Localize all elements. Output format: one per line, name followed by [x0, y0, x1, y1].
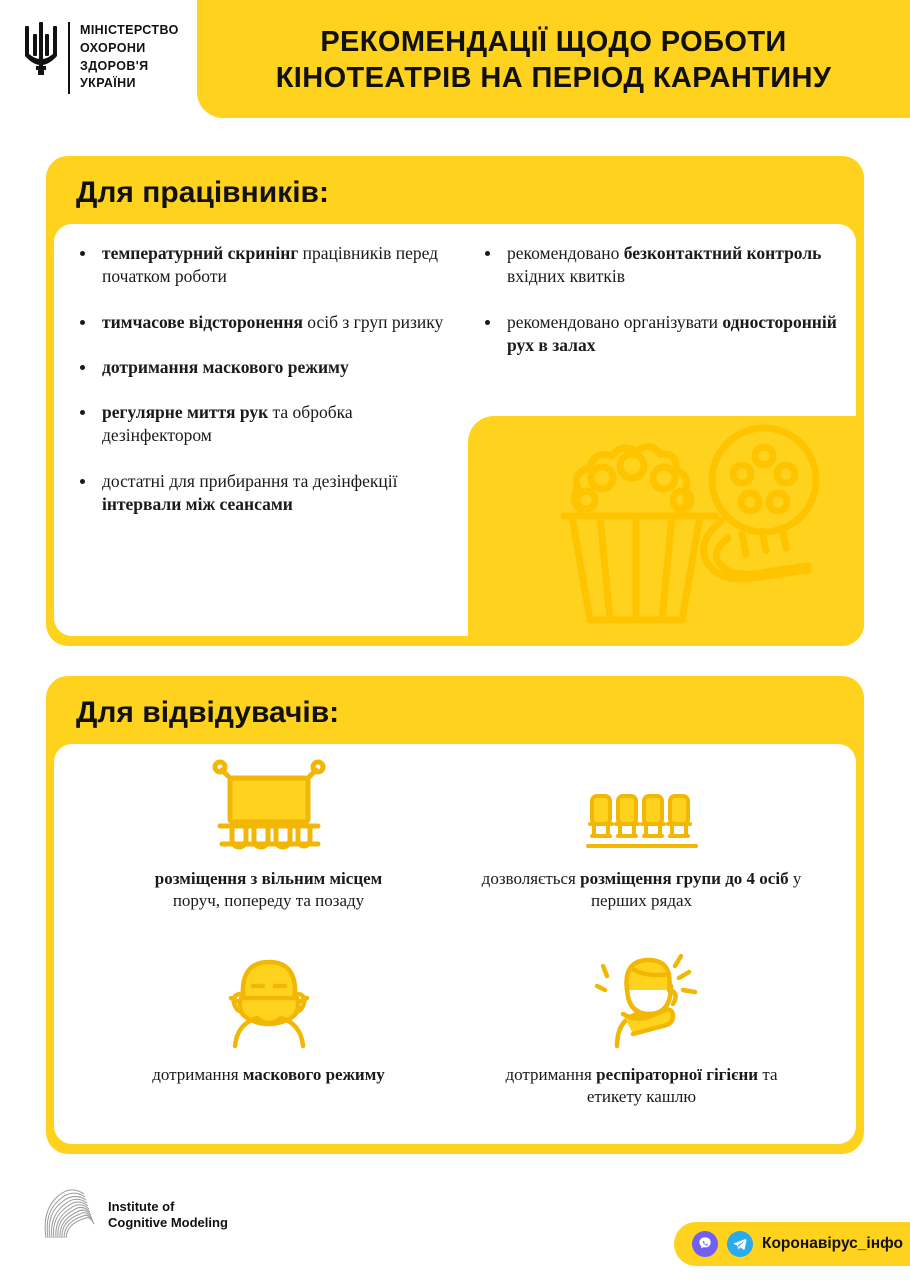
person-cough-icon [587, 946, 697, 1050]
caption-text: та етикету кашлю [586, 1065, 778, 1107]
list-item [68, 242, 445, 289]
workers-section [46, 156, 864, 646]
list-item [473, 242, 842, 289]
visitor-caption [477, 1064, 807, 1108]
workers-left-column [68, 242, 455, 538]
ukraine-trident-icon [24, 20, 58, 76]
ministry-line-3: ЗДОРОВ'Я [80, 58, 149, 73]
channel-label: Коронавірус_інфо [762, 1235, 903, 1252]
caption-bold: розміщення групи до 4 осіб [580, 869, 789, 888]
workers-left-list [68, 242, 445, 516]
workers-right-list [473, 242, 842, 357]
item-text-pre: достатні для прибирання та дезінфекції [102, 470, 398, 491]
page-header [0, 0, 910, 118]
caption-pre: дозволяється [481, 869, 581, 888]
item-bold-text: безконтактний контроль [623, 243, 822, 263]
item-bold-text: температурний скринінг [102, 243, 299, 263]
institute-name-line-2: Cognitive Modeling [108, 1215, 228, 1230]
visitor-item-mask [82, 946, 455, 1134]
page-title-line-1: РЕКОМЕНДАЦІЇ ЩОДО РОБОТИ [320, 26, 787, 58]
caption-bold: респіраторної гігієни [596, 1065, 759, 1084]
visitor-caption [155, 868, 382, 912]
list-item [68, 356, 445, 379]
item-text: працівників перед початком роботи [102, 243, 439, 287]
list-item [68, 311, 445, 334]
list-item [473, 311, 842, 358]
item-bold-text: інтервали між сеансами [102, 493, 293, 514]
caption-bold: розміщення з вільним місцем [154, 869, 383, 888]
person-mask-icon [217, 946, 321, 1050]
item-text: та обробка дезінфектором [102, 402, 353, 446]
institute-name [108, 1199, 228, 1232]
visitor-item-cough-etiquette [455, 946, 828, 1134]
cinema-seats-icon [584, 758, 700, 854]
visitors-section [46, 676, 864, 1154]
visitor-item-free-seat [82, 758, 455, 946]
item-text-pre: рекомендовано організувати [507, 311, 723, 332]
page-title-line-2: КІНОТЕАТРІВ НА ПЕРІОД КАРАНТИНУ [275, 62, 832, 95]
item-bold-text: регулярне миття рук [102, 402, 269, 423]
item-text: осіб з груп ризику [302, 311, 444, 332]
caption-bold: маскового режиму [242, 1065, 385, 1084]
caption-text: у перших рядах [590, 869, 802, 911]
telegram-icon[interactable] [727, 1231, 753, 1257]
visitor-caption [477, 868, 807, 912]
ministry-name [80, 20, 179, 93]
popcorn-and-film-reel-icon [476, 416, 828, 630]
item-bold-text: тимчасове відсторонення [102, 311, 303, 332]
ministry-line-2: ОХОРОНИ [80, 40, 146, 55]
ministry-line-1: МІНІСТЕРСТВО [80, 23, 179, 37]
viber-icon[interactable] [692, 1231, 718, 1257]
institute-name-line-1: Institute of [108, 1198, 175, 1214]
list-item [68, 401, 445, 448]
caption-pre: дотримання [505, 1065, 597, 1084]
visitors-section-title: Для відвідувачів: [76, 696, 340, 729]
logo-divider [68, 22, 70, 94]
icm-mark-icon [34, 1184, 96, 1246]
workers-section-body [54, 224, 856, 636]
channel-badge[interactable] [674, 1222, 910, 1266]
visitor-item-group-seating [455, 758, 828, 946]
ministry-logo [24, 20, 179, 94]
item-bold-text: дотримання маскового режиму [102, 356, 349, 377]
item-bold-text: односторонній рух в залах [507, 311, 837, 355]
page-title [217, 24, 890, 97]
caption-pre: дотримання [152, 1065, 243, 1084]
list-item [68, 470, 445, 517]
visitors-section-body [54, 744, 856, 1144]
item-text: вхідних квитків [507, 266, 626, 287]
ministry-line-4: УКРАЇНИ [80, 76, 136, 91]
workers-section-title: Для працівників: [76, 176, 329, 209]
item-text-pre: рекомендовано [507, 243, 624, 263]
caption-text: поруч, попереду та позаду [172, 891, 365, 911]
cinema-screen-icon [210, 758, 328, 854]
visitor-caption [152, 1064, 385, 1086]
institute-logo [34, 1184, 228, 1246]
